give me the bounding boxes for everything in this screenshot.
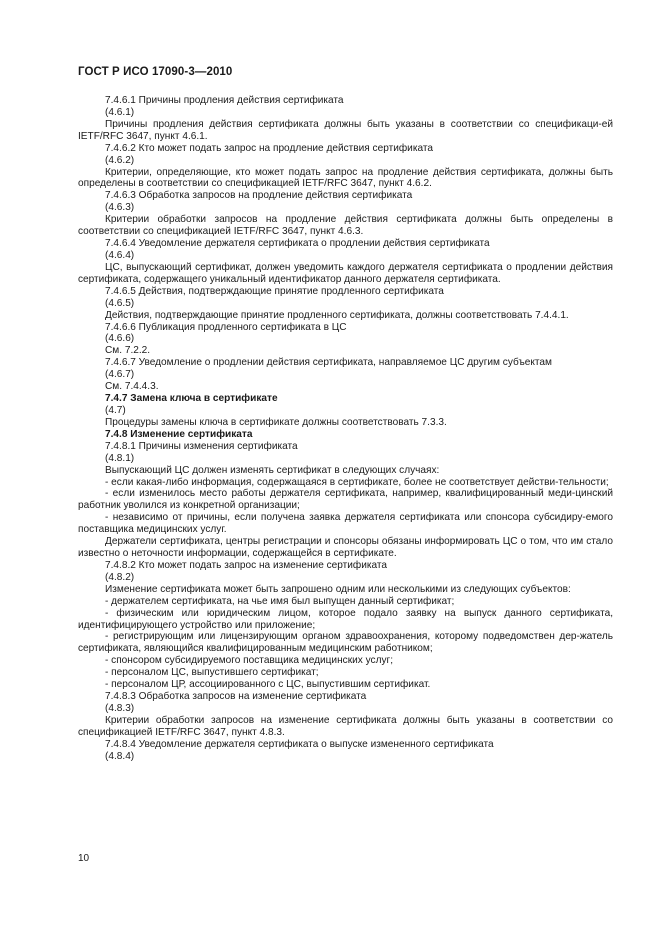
paragraph: - спонсором субсидируемого поставщика медицинских услуг; xyxy=(105,655,393,667)
paragraph: (4.6.1) xyxy=(105,106,135,118)
paragraph: Критерии обработки запросов на изменение сертификата должны быть указаны в соответствии со спецификацией IETF/RFC 3647, пункт 4.8.3. xyxy=(78,714,613,738)
paragraph: 7.4.8.3 Обработка запросов на изменение сертификата xyxy=(105,691,367,703)
paragraph: (4.8.2) xyxy=(105,571,135,583)
paragraph: Причины продления действия сертификата должны быть указаны в соответствии со спецификаци-ей IETF/RFC 3647, пункт 4.6.1. xyxy=(78,118,613,142)
paragraph: 7.4.6.3 Обработка запросов на продление действия сертификата xyxy=(105,190,413,202)
paragraph: (4.6.6) xyxy=(105,333,135,345)
paragraph: - персоналом ЦС, выпустившего сертификат; xyxy=(105,667,319,679)
paragraph: См. 7.4.4.3. xyxy=(105,381,159,393)
paragraph: Действия, подтверждающие принятие продленного сертификата, должны соответствовать 7.4.4.1. xyxy=(105,309,569,321)
paragraph: (4.7) xyxy=(105,404,126,416)
paragraph: (4.6.2) xyxy=(105,154,135,166)
paragraph: 7.4.8 Изменение сертификата xyxy=(105,428,253,440)
paragraph: Критерии, определяющие, кто может подать запрос на продление действия сертификата, должны быть определены в соответствии со спецификацией IETF/RFC 3647, пункт 4.6.2. xyxy=(78,166,613,190)
paragraph: 7.4.6.4 Уведомление держателя сертификата о продлении действия сертификата xyxy=(105,238,490,250)
paragraph: 7.4.7 Замена ключа в сертификате xyxy=(105,393,278,405)
paragraph: 7.4.8.2 Кто может подать запрос на изменение сертификата xyxy=(105,559,388,571)
paragraph: - если какая-либо информация, содержащаяся в сертификате, более не соответствует действи-тельности; xyxy=(105,476,609,488)
paragraph: 7.4.6.2 Кто может подать запрос на продление действия сертификата xyxy=(105,142,433,154)
paragraph: - регистрирующим или лицензирующим органом здравоохранения, которому подведомствен дер-жатель сертификата, являющийся квалифицированным медицинским работником; xyxy=(78,631,613,655)
paragraph: (4.6.4) xyxy=(105,249,135,261)
document-header: ГОСТ Р ИСО 17090-3—2010 xyxy=(78,66,233,78)
paragraph: - держателем сертификата, на чье имя был выпущен данный сертификат; xyxy=(105,595,455,607)
page-number: 10 xyxy=(78,853,90,864)
paragraph: - независимо от причины, если получена заявка держателя сертификата или спонсора субсидиру-емого поставщика медицинских услуг. xyxy=(78,512,613,536)
paragraph: 7.4.6.7 Уведомление о продлении действия сертификата, направляемое ЦС другим субъектам xyxy=(105,357,552,369)
paragraph: Изменение сертификата может быть запрошено одним или несколькими из следующих субъектов: xyxy=(105,583,571,595)
document-body xyxy=(78,95,613,763)
paragraph: Держатели сертификата, центры регистрации и спонсоры обязаны информировать ЦС о том, что им стало известно о неточности информации, содержащейся в сертификате. xyxy=(78,536,613,560)
paragraph: (4.8.3) xyxy=(105,703,135,715)
paragraph: Процедуры замены ключа в сертификате должны соответствовать 7.3.3. xyxy=(105,416,447,428)
paragraph: Критерии обработки запросов на продление действия сертификата должны быть определены в соответствии со спецификацией IETF/RFC 3647, пункт 4.6.3. xyxy=(78,214,613,238)
paragraph: (4.8.1) xyxy=(105,452,135,464)
paragraph: Выпускающий ЦС должен изменять сертификат в следующих случаях: xyxy=(105,464,440,476)
paragraph: См. 7.2.2. xyxy=(105,345,151,357)
paragraph: (4.6.7) xyxy=(105,369,135,381)
paragraph: ЦС, выпускающий сертификат, должен уведомить каждого держателя сертификата о продлении действия сертификата, содержащего уникальный идентификатор данного держателя сертификата. xyxy=(78,261,613,285)
paragraph: - если изменилось место работы держателя сертификата, например, квалифицированный меди-цинский работник уволился из конкретной организации; xyxy=(78,488,613,512)
paragraph: 7.4.6.5 Действия, подтверждающие принятие продленного сертификата xyxy=(105,285,444,297)
paragraph: (4.6.3) xyxy=(105,202,135,214)
paragraph: (4.6.5) xyxy=(105,297,135,309)
paragraph: 7.4.6.6 Публикация продленного сертификата в ЦС xyxy=(105,321,347,333)
paragraph: 7.4.8.1 Причины изменения сертификата xyxy=(105,440,298,452)
paragraph: - персоналом ЦР, ассоциированного с ЦС, выпустившим сертификат. xyxy=(105,679,431,691)
paragraph: - физическим или юридическим лицом, которое подало заявку на выпуск данного сертификата, идентифицирующего устройство или приложение; xyxy=(78,607,613,631)
paragraph: 7.4.6.1 Причины продления действия сертификата xyxy=(105,95,344,106)
paragraph: (4.8.4) xyxy=(105,750,135,762)
paragraph: 7.4.8.4 Уведомление держателя сертификата о выпуске измененного сертификата xyxy=(105,738,494,750)
